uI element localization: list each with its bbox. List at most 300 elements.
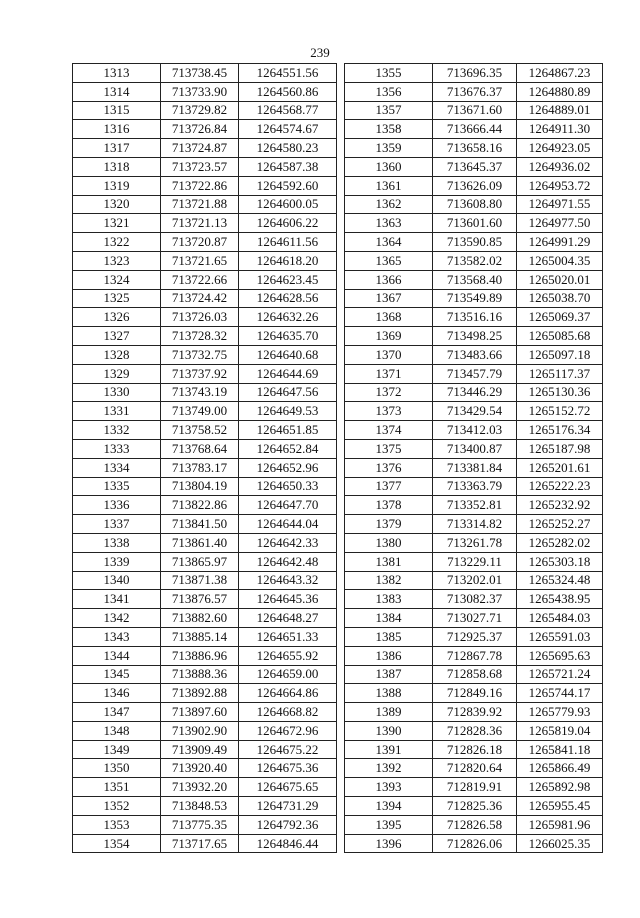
x-coordinate-cell: 713601.60 <box>433 214 517 233</box>
y-coordinate-cell: 1265069.37 <box>517 308 603 327</box>
x-coordinate-cell: 713363.79 <box>433 477 517 496</box>
table-row <box>345 740 603 759</box>
y-coordinate-cell: 1264889.01 <box>517 101 603 120</box>
x-coordinate-cell: 713885.14 <box>161 627 239 646</box>
y-coordinate-cell: 1265187.98 <box>517 439 603 458</box>
table-row <box>73 289 337 308</box>
point-number-cell: 1396 <box>345 834 433 853</box>
y-coordinate-cell: 1265841.18 <box>517 740 603 759</box>
y-coordinate-cell: 1264731.29 <box>239 797 337 816</box>
y-coordinate-cell: 1265282.02 <box>517 533 603 552</box>
x-coordinate-cell: 713876.57 <box>161 590 239 609</box>
table-row <box>73 439 337 458</box>
table-row <box>73 778 337 797</box>
table-row <box>73 233 337 252</box>
y-coordinate-cell: 1264649.53 <box>239 402 337 421</box>
point-number-cell: 1387 <box>345 665 433 684</box>
y-coordinate-cell: 1264642.48 <box>239 552 337 571</box>
y-coordinate-cell: 1265152.72 <box>517 402 603 421</box>
y-coordinate-cell: 1264644.04 <box>239 515 337 534</box>
x-coordinate-cell: 713804.19 <box>161 477 239 496</box>
table-row <box>345 552 603 571</box>
table-row <box>345 778 603 797</box>
point-number-cell: 1378 <box>345 496 433 515</box>
y-coordinate-cell: 1264936.02 <box>517 157 603 176</box>
y-coordinate-cell: 1265484.03 <box>517 609 603 628</box>
x-coordinate-cell: 713729.82 <box>161 101 239 120</box>
y-coordinate-cell: 1264623.45 <box>239 270 337 289</box>
point-number-cell: 1334 <box>73 458 161 477</box>
page-number: 239 <box>310 45 330 60</box>
table-row <box>345 609 603 628</box>
y-coordinate-cell: 1265201.61 <box>517 458 603 477</box>
y-coordinate-cell: 1265303.18 <box>517 552 603 571</box>
x-coordinate-cell: 713728.32 <box>161 327 239 346</box>
y-coordinate-cell: 1264675.65 <box>239 778 337 797</box>
table-row <box>73 176 337 195</box>
table-row <box>73 157 337 176</box>
table-row <box>345 402 603 421</box>
point-number-cell: 1371 <box>345 364 433 383</box>
y-coordinate-cell: 1265004.35 <box>517 251 603 270</box>
table-row <box>73 609 337 628</box>
point-number-cell: 1351 <box>73 778 161 797</box>
x-coordinate-cell: 712820.64 <box>433 759 517 778</box>
y-coordinate-cell: 1265130.36 <box>517 383 603 402</box>
y-coordinate-cell: 1265892.98 <box>517 778 603 797</box>
x-coordinate-cell: 713726.03 <box>161 308 239 327</box>
y-coordinate-cell: 1264668.82 <box>239 703 337 722</box>
x-coordinate-cell: 713483.66 <box>433 345 517 364</box>
point-number-cell: 1390 <box>345 721 433 740</box>
table-row <box>73 815 337 834</box>
table-row <box>73 646 337 665</box>
x-coordinate-cell: 713696.35 <box>433 64 517 83</box>
x-coordinate-cell: 713822.86 <box>161 496 239 515</box>
point-number-cell: 1340 <box>73 571 161 590</box>
x-coordinate-cell: 713229.11 <box>433 552 517 571</box>
point-number-cell: 1355 <box>345 64 433 83</box>
point-number-cell: 1323 <box>73 251 161 270</box>
x-coordinate-cell: 713082.37 <box>433 590 517 609</box>
x-coordinate-cell: 713027.71 <box>433 609 517 628</box>
y-coordinate-cell: 1264675.36 <box>239 759 337 778</box>
x-coordinate-cell: 713549.89 <box>433 289 517 308</box>
table-row <box>345 571 603 590</box>
table-row <box>345 703 603 722</box>
x-coordinate-cell: 713743.19 <box>161 383 239 402</box>
x-coordinate-cell: 713724.87 <box>161 139 239 158</box>
y-coordinate-cell: 1264587.38 <box>239 157 337 176</box>
table-row <box>345 421 603 440</box>
y-coordinate-cell: 1264792.36 <box>239 815 337 834</box>
x-coordinate-cell: 713902.90 <box>161 721 239 740</box>
x-coordinate-cell: 713352.81 <box>433 496 517 515</box>
x-coordinate-cell: 713882.60 <box>161 609 239 628</box>
table-row <box>345 627 603 646</box>
table-row <box>345 496 603 515</box>
point-number-cell: 1366 <box>345 270 433 289</box>
point-number-cell: 1380 <box>345 533 433 552</box>
table-row <box>73 214 337 233</box>
y-coordinate-cell: 1264991.29 <box>517 233 603 252</box>
y-coordinate-cell: 1264643.32 <box>239 571 337 590</box>
point-number-cell: 1372 <box>345 383 433 402</box>
y-coordinate-cell: 1265721.24 <box>517 665 603 684</box>
y-coordinate-cell: 1264651.33 <box>239 627 337 646</box>
x-coordinate-cell: 713848.53 <box>161 797 239 816</box>
point-number-cell: 1377 <box>345 477 433 496</box>
table-row <box>73 327 337 346</box>
table-row <box>345 721 603 740</box>
table-row <box>345 665 603 684</box>
table-row <box>73 515 337 534</box>
table-row <box>345 834 603 853</box>
x-coordinate-cell: 713861.40 <box>161 533 239 552</box>
x-coordinate-cell: 713749.00 <box>161 402 239 421</box>
point-number-cell: 1394 <box>345 797 433 816</box>
table-row <box>345 289 603 308</box>
y-coordinate-cell: 1264647.70 <box>239 496 337 515</box>
point-number-cell: 1327 <box>73 327 161 346</box>
x-coordinate-cell: 713909.49 <box>161 740 239 759</box>
x-coordinate-cell: 713658.16 <box>433 139 517 158</box>
table-row <box>73 590 337 609</box>
point-number-cell: 1388 <box>345 684 433 703</box>
point-number-cell: 1389 <box>345 703 433 722</box>
table-row <box>73 477 337 496</box>
point-number-cell: 1326 <box>73 308 161 327</box>
table-row <box>73 139 337 158</box>
table-row <box>73 740 337 759</box>
x-coordinate-cell: 713314.82 <box>433 515 517 534</box>
table-row <box>73 533 337 552</box>
point-number-cell: 1346 <box>73 684 161 703</box>
table-row <box>73 797 337 816</box>
table-row <box>73 721 337 740</box>
point-number-cell: 1348 <box>73 721 161 740</box>
table-row <box>73 251 337 270</box>
y-coordinate-cell: 1264645.36 <box>239 590 337 609</box>
point-number-cell: 1381 <box>345 552 433 571</box>
point-number-cell: 1324 <box>73 270 161 289</box>
x-coordinate-cell: 713733.90 <box>161 82 239 101</box>
coordinate-table-left <box>72 63 337 853</box>
table-row <box>345 157 603 176</box>
x-coordinate-cell: 712828.36 <box>433 721 517 740</box>
y-coordinate-cell: 1264611.56 <box>239 233 337 252</box>
y-coordinate-cell: 1265020.01 <box>517 270 603 289</box>
y-coordinate-cell: 1264977.50 <box>517 214 603 233</box>
point-number-cell: 1333 <box>73 439 161 458</box>
x-coordinate-cell: 713498.25 <box>433 327 517 346</box>
table-row <box>73 64 337 83</box>
y-coordinate-cell: 1265324.48 <box>517 571 603 590</box>
y-coordinate-cell: 1265176.34 <box>517 421 603 440</box>
x-coordinate-cell: 713886.96 <box>161 646 239 665</box>
table-row <box>345 383 603 402</box>
table-row <box>73 684 337 703</box>
y-coordinate-cell: 1264867.23 <box>517 64 603 83</box>
y-coordinate-cell: 1265038.70 <box>517 289 603 308</box>
point-number-cell: 1384 <box>345 609 433 628</box>
point-number-cell: 1359 <box>345 139 433 158</box>
x-coordinate-cell: 713723.57 <box>161 157 239 176</box>
point-number-cell: 1329 <box>73 364 161 383</box>
point-number-cell: 1314 <box>73 82 161 101</box>
table-row <box>345 345 603 364</box>
table-row <box>73 571 337 590</box>
y-coordinate-cell: 1264651.85 <box>239 421 337 440</box>
point-number-cell: 1347 <box>73 703 161 722</box>
table-row <box>345 327 603 346</box>
table-row <box>345 270 603 289</box>
table-row <box>345 233 603 252</box>
x-coordinate-cell: 713721.13 <box>161 214 239 233</box>
table-row <box>345 590 603 609</box>
x-coordinate-cell: 713457.79 <box>433 364 517 383</box>
point-number-cell: 1374 <box>345 421 433 440</box>
table-row <box>345 458 603 477</box>
x-coordinate-cell: 712826.58 <box>433 815 517 834</box>
point-number-cell: 1315 <box>73 101 161 120</box>
y-coordinate-cell: 1264664.86 <box>239 684 337 703</box>
table-row <box>73 383 337 402</box>
table-row <box>345 64 603 83</box>
point-number-cell: 1379 <box>345 515 433 534</box>
x-coordinate-cell: 712825.36 <box>433 797 517 816</box>
y-coordinate-cell: 1264628.56 <box>239 289 337 308</box>
table-row <box>73 195 337 214</box>
point-number-cell: 1367 <box>345 289 433 308</box>
table-row <box>345 759 603 778</box>
y-coordinate-cell: 1264923.05 <box>517 139 603 158</box>
point-number-cell: 1328 <box>73 345 161 364</box>
point-number-cell: 1383 <box>345 590 433 609</box>
point-number-cell: 1358 <box>345 120 433 139</box>
x-coordinate-cell: 712925.37 <box>433 627 517 646</box>
x-coordinate-cell: 713932.20 <box>161 778 239 797</box>
y-coordinate-cell: 1265779.93 <box>517 703 603 722</box>
x-coordinate-cell: 713897.60 <box>161 703 239 722</box>
y-coordinate-cell: 1265438.95 <box>517 590 603 609</box>
y-coordinate-cell: 1264655.92 <box>239 646 337 665</box>
point-number-cell: 1320 <box>73 195 161 214</box>
x-coordinate-cell: 713726.84 <box>161 120 239 139</box>
x-coordinate-cell: 713865.97 <box>161 552 239 571</box>
x-coordinate-cell: 713722.66 <box>161 270 239 289</box>
table-row <box>345 195 603 214</box>
point-number-cell: 1337 <box>73 515 161 534</box>
point-number-cell: 1363 <box>345 214 433 233</box>
y-coordinate-cell: 1264971.55 <box>517 195 603 214</box>
table-row <box>345 101 603 120</box>
point-number-cell: 1313 <box>73 64 161 83</box>
y-coordinate-cell: 1264644.69 <box>239 364 337 383</box>
y-coordinate-cell: 1264592.60 <box>239 176 337 195</box>
point-number-cell: 1342 <box>73 609 161 628</box>
x-coordinate-cell: 713671.60 <box>433 101 517 120</box>
table-row <box>345 439 603 458</box>
x-coordinate-cell: 713446.29 <box>433 383 517 402</box>
table-row <box>73 270 337 289</box>
table-row <box>345 797 603 816</box>
point-number-cell: 1386 <box>345 646 433 665</box>
table-row <box>73 82 337 101</box>
y-coordinate-cell: 1264574.67 <box>239 120 337 139</box>
table-row <box>73 308 337 327</box>
x-coordinate-cell: 713722.86 <box>161 176 239 195</box>
y-coordinate-cell: 1264880.89 <box>517 82 603 101</box>
table-row <box>73 703 337 722</box>
y-coordinate-cell: 1265117.37 <box>517 364 603 383</box>
y-coordinate-cell: 1264911.30 <box>517 120 603 139</box>
x-coordinate-cell: 713400.87 <box>433 439 517 458</box>
point-number-cell: 1345 <box>73 665 161 684</box>
x-coordinate-cell: 712849.16 <box>433 684 517 703</box>
point-number-cell: 1344 <box>73 646 161 665</box>
table-row <box>345 533 603 552</box>
point-number-cell: 1391 <box>345 740 433 759</box>
x-coordinate-cell: 713202.01 <box>433 571 517 590</box>
point-number-cell: 1357 <box>345 101 433 120</box>
y-coordinate-cell: 1264635.70 <box>239 327 337 346</box>
point-number-cell: 1368 <box>345 308 433 327</box>
x-coordinate-cell: 713412.03 <box>433 421 517 440</box>
table-row <box>345 815 603 834</box>
table-row <box>73 458 337 477</box>
table-row <box>73 402 337 421</box>
point-number-cell: 1370 <box>345 345 433 364</box>
point-number-cell: 1321 <box>73 214 161 233</box>
y-coordinate-cell: 1264632.26 <box>239 308 337 327</box>
point-number-cell: 1350 <box>73 759 161 778</box>
x-coordinate-cell: 713841.50 <box>161 515 239 534</box>
y-coordinate-cell: 1264551.56 <box>239 64 337 83</box>
point-number-cell: 1365 <box>345 251 433 270</box>
table-row <box>345 251 603 270</box>
y-coordinate-cell: 1264846.44 <box>239 834 337 853</box>
table-row <box>73 120 337 139</box>
table-row <box>73 496 337 515</box>
x-coordinate-cell: 712839.92 <box>433 703 517 722</box>
table-row <box>345 477 603 496</box>
x-coordinate-cell: 713676.37 <box>433 82 517 101</box>
table-row <box>345 646 603 665</box>
coordinate-table-right <box>344 63 603 853</box>
table-row <box>345 515 603 534</box>
y-coordinate-cell: 1265232.92 <box>517 496 603 515</box>
y-coordinate-cell: 1264650.33 <box>239 477 337 496</box>
x-coordinate-cell: 712858.68 <box>433 665 517 684</box>
y-coordinate-cell: 1264953.72 <box>517 176 603 195</box>
table-row <box>73 364 337 383</box>
y-coordinate-cell: 1264642.33 <box>239 533 337 552</box>
x-coordinate-cell: 713720.87 <box>161 233 239 252</box>
y-coordinate-cell: 1264640.68 <box>239 345 337 364</box>
x-coordinate-cell: 713429.54 <box>433 402 517 421</box>
y-coordinate-cell: 1264652.84 <box>239 439 337 458</box>
x-coordinate-cell: 713737.92 <box>161 364 239 383</box>
y-coordinate-cell: 1265819.04 <box>517 721 603 740</box>
y-coordinate-cell: 1265097.18 <box>517 345 603 364</box>
table-row <box>345 214 603 233</box>
y-coordinate-cell: 1264675.22 <box>239 740 337 759</box>
y-coordinate-cell: 1264606.22 <box>239 214 337 233</box>
x-coordinate-cell: 713892.88 <box>161 684 239 703</box>
point-number-cell: 1354 <box>73 834 161 853</box>
y-coordinate-cell: 1265252.27 <box>517 515 603 534</box>
y-coordinate-cell: 1264560.86 <box>239 82 337 101</box>
table-row <box>73 665 337 684</box>
y-coordinate-cell: 1265695.63 <box>517 646 603 665</box>
table-row <box>73 345 337 364</box>
table-row <box>73 759 337 778</box>
point-number-cell: 1338 <box>73 533 161 552</box>
point-number-cell: 1356 <box>345 82 433 101</box>
x-coordinate-cell: 713568.40 <box>433 270 517 289</box>
x-coordinate-cell: 713758.52 <box>161 421 239 440</box>
point-number-cell: 1330 <box>73 383 161 402</box>
y-coordinate-cell: 1265866.49 <box>517 759 603 778</box>
point-number-cell: 1385 <box>345 627 433 646</box>
x-coordinate-cell: 713261.78 <box>433 533 517 552</box>
y-coordinate-cell: 1264652.96 <box>239 458 337 477</box>
x-coordinate-cell: 713775.35 <box>161 815 239 834</box>
y-coordinate-cell: 1264568.77 <box>239 101 337 120</box>
point-number-cell: 1395 <box>345 815 433 834</box>
point-number-cell: 1369 <box>345 327 433 346</box>
point-number-cell: 1375 <box>345 439 433 458</box>
x-coordinate-cell: 713871.38 <box>161 571 239 590</box>
point-number-cell: 1353 <box>73 815 161 834</box>
y-coordinate-cell: 1264580.23 <box>239 139 337 158</box>
point-number-cell: 1364 <box>345 233 433 252</box>
point-number-cell: 1362 <box>345 195 433 214</box>
x-coordinate-cell: 713721.65 <box>161 251 239 270</box>
table-row <box>345 176 603 195</box>
point-number-cell: 1360 <box>345 157 433 176</box>
y-coordinate-cell: 1265085.68 <box>517 327 603 346</box>
y-coordinate-cell: 1265981.96 <box>517 815 603 834</box>
x-coordinate-cell: 713717.65 <box>161 834 239 853</box>
x-coordinate-cell: 713721.88 <box>161 195 239 214</box>
point-number-cell: 1318 <box>73 157 161 176</box>
point-number-cell: 1343 <box>73 627 161 646</box>
x-coordinate-cell: 713645.37 <box>433 157 517 176</box>
table-row <box>73 101 337 120</box>
x-coordinate-cell: 713738.45 <box>161 64 239 83</box>
point-number-cell: 1339 <box>73 552 161 571</box>
x-coordinate-cell: 713768.64 <box>161 439 239 458</box>
x-coordinate-cell: 712867.78 <box>433 646 517 665</box>
y-coordinate-cell: 1266025.35 <box>517 834 603 853</box>
point-number-cell: 1373 <box>345 402 433 421</box>
point-number-cell: 1335 <box>73 477 161 496</box>
point-number-cell: 1331 <box>73 402 161 421</box>
x-coordinate-cell: 713888.36 <box>161 665 239 684</box>
point-number-cell: 1319 <box>73 176 161 195</box>
y-coordinate-cell: 1264672.96 <box>239 721 337 740</box>
point-number-cell: 1361 <box>345 176 433 195</box>
x-coordinate-cell: 712826.06 <box>433 834 517 853</box>
table-row <box>345 364 603 383</box>
y-coordinate-cell: 1264618.20 <box>239 251 337 270</box>
point-number-cell: 1316 <box>73 120 161 139</box>
x-coordinate-cell: 713590.85 <box>433 233 517 252</box>
x-coordinate-cell: 713783.17 <box>161 458 239 477</box>
x-coordinate-cell: 712826.18 <box>433 740 517 759</box>
